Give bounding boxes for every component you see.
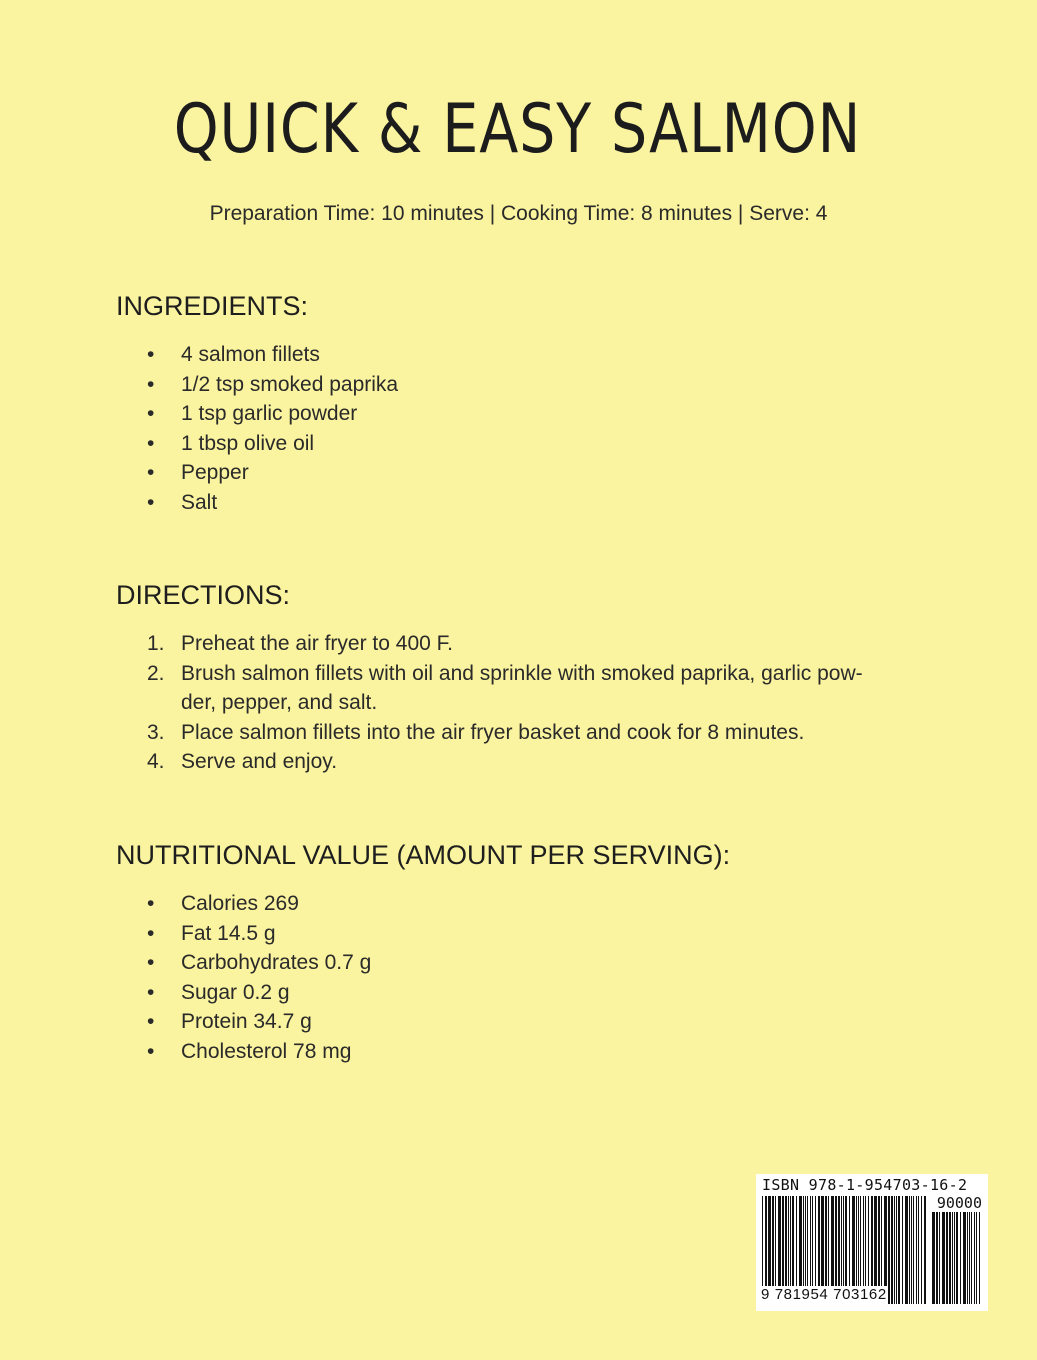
- nutrition-item: • Carbohydrates 0.7 g: [181, 948, 371, 978]
- direction-step: [147, 747, 863, 777]
- barcode-bar: [891, 1196, 893, 1304]
- nutrition-heading: NUTRITIONAL VALUE (AMOUNT PER SERVING):: [116, 840, 731, 870]
- step-number: 3.: [147, 720, 165, 744]
- barcode-bar: [939, 1212, 940, 1304]
- price-code: 90000: [936, 1194, 982, 1212]
- nutrition-item: • Fat 14.5 g: [181, 919, 371, 949]
- direction-step: [147, 629, 863, 659]
- ingredient-item: • 4 salmon fillets: [181, 340, 398, 370]
- barcode-bar: [909, 1196, 910, 1304]
- nutrition-item: • Protein 34.7 g: [181, 1007, 371, 1037]
- barcode-bar: [971, 1212, 972, 1304]
- barcode-bar: [924, 1196, 926, 1304]
- barcode-bar: [967, 1212, 968, 1304]
- step-number: 4.: [147, 750, 165, 774]
- barcode-bar: [954, 1212, 955, 1304]
- barcode-bar: [976, 1212, 977, 1304]
- step-text: Preheat the air fryer to 400 F.: [181, 632, 453, 655]
- barcode-bar: [936, 1212, 938, 1304]
- isbn-number: ISBN 978-1-954703-16-2: [762, 1176, 968, 1194]
- ingredients-list: [181, 340, 398, 518]
- direction-step: [147, 718, 863, 748]
- barcode-bar: [960, 1212, 961, 1304]
- nutrition-item: • Cholesterol 78 mg: [181, 1037, 371, 1067]
- barcode-bar: [902, 1196, 903, 1304]
- barcode-bar: [974, 1212, 975, 1304]
- step-number: 2.: [147, 661, 165, 685]
- barcode-bar: [963, 1212, 966, 1304]
- step-text-continued: der, pepper, and salt.: [181, 691, 378, 715]
- barcode-bar: [913, 1196, 914, 1304]
- barcode-bar: [946, 1212, 948, 1304]
- nutrition-item: • Calories 269: [181, 889, 371, 919]
- barcode-bar: [916, 1196, 917, 1304]
- step-number: 1.: [147, 632, 165, 655]
- barcode-bar: [956, 1212, 958, 1304]
- barcode-bar: [896, 1196, 897, 1304]
- ingredient-item: • 1 tsp garlic powder: [181, 399, 398, 429]
- barcode-bar: [894, 1196, 895, 1304]
- barcode-bar: [918, 1196, 919, 1304]
- step-text: Serve and enjoy.: [181, 750, 338, 774]
- barcode-bar: [898, 1196, 900, 1304]
- ean-digits: 9 781954 703162: [761, 1286, 887, 1303]
- step-text: Brush salmon fillets with oil and sprinkle with smoked paprika, garlic pow-: [181, 661, 863, 685]
- barcode-bar: [969, 1212, 970, 1304]
- ingredient-item: • 1 tbsp olive oil: [181, 429, 398, 459]
- barcode-bar: [911, 1196, 912, 1304]
- directions-heading: DIRECTIONS:: [116, 580, 291, 610]
- barcode-bar: [979, 1212, 980, 1304]
- ingredient-item: • 1/2 tsp smoked paprika: [181, 370, 398, 400]
- ingredient-item: • Salt: [181, 488, 398, 518]
- barcode-bar: [949, 1212, 951, 1304]
- ingredients-heading: INGREDIENTS:: [116, 291, 309, 321]
- step-text: Place salmon fillets into the air fryer basket and cook for 8 minutes.: [181, 720, 805, 744]
- recipe-meta: Preparation Time: 10 minutes | Cooking Time: 8 minutes | Serve: 4: [209, 202, 828, 225]
- direction-step: [147, 659, 863, 718]
- directions-list: [147, 629, 863, 777]
- recipe-title: QUICK & EASY SALMON: [173, 90, 862, 169]
- barcode-bar: [888, 1196, 890, 1304]
- barcode-bar: [952, 1212, 953, 1304]
- barcode-bar: [932, 1212, 935, 1304]
- nutrition-list: [181, 889, 371, 1067]
- ingredient-item: • Pepper: [181, 458, 398, 488]
- barcode-bar: [905, 1196, 908, 1304]
- barcode-bar: [942, 1212, 945, 1304]
- nutrition-item: • Sugar 0.2 g: [181, 978, 371, 1008]
- isbn-barcode: [756, 1174, 988, 1311]
- barcode-bar: [921, 1196, 922, 1304]
